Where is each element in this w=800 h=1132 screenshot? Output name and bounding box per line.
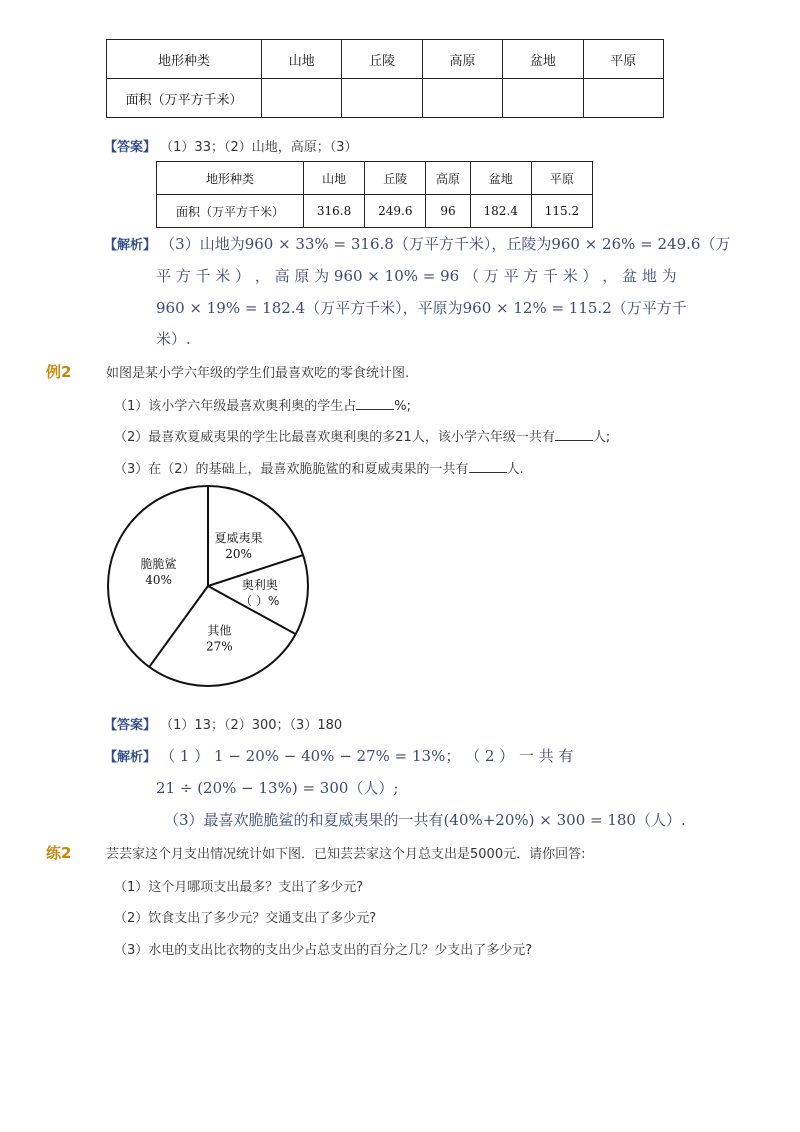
table-cell: 高原 [426, 162, 470, 195]
question-2 [114, 426, 610, 445]
table-row [107, 79, 664, 118]
answer1-text: （1）33；（2）山地，高原；（3） [160, 140, 358, 155]
table-cell: 182.4 [470, 195, 531, 228]
answer-terrain-table [156, 161, 593, 228]
analysis1-line1 [104, 233, 730, 254]
pie-slice-value: 40% [145, 572, 172, 587]
table-cell: 平原 [583, 40, 663, 79]
pie-slice-name: 夏威夷果 [214, 530, 263, 545]
table-header-row [107, 40, 664, 79]
practice-question-2: （2）饮食支出了多少元？交通支出了多少元? [114, 911, 377, 926]
table-row [157, 195, 593, 228]
analysis1-line3: 960 × 19% = 182.4（万平方千米），平原为960 × 12% = 115.2（万平方千 [156, 299, 687, 317]
question-text: 人; [592, 430, 611, 445]
table-cell [583, 79, 663, 118]
table-cell: 96 [426, 195, 470, 228]
table-cell [503, 79, 583, 118]
question-text: （3）在（2）的基础上，最喜欢脆脆鲨的和夏威夷果的一共有 [114, 462, 469, 477]
analysis1-text: （3）山地为960 × 33% = 316.8（万平方千米），丘陵为960 × 26% = 249.6（万 [160, 235, 731, 253]
pie-slice-value: 27% [206, 639, 233, 654]
answer1-line [104, 136, 358, 155]
pie-slice-name: 奥利奥 [241, 577, 278, 592]
table-cell: 山地 [262, 40, 342, 79]
answer-blank [356, 397, 394, 410]
answer-label: 【答案】 [104, 140, 157, 155]
answer2-text: （1）13；（2）300；（3）180 [160, 718, 343, 733]
table-cell: 盆地 [470, 162, 531, 195]
table-cell [342, 79, 422, 118]
question-text: 人. [506, 462, 524, 477]
terrain-table [106, 39, 664, 118]
table-cell: 地形种类 [157, 162, 304, 195]
table-cell: 115.2 [531, 195, 592, 228]
pie-slices [108, 486, 308, 686]
table-cell: 丘陵 [365, 162, 426, 195]
analysis1-line2: 平 方 千 米 ） ， 高 原 为 960 × 10% = 96 （ 万 平 方 千 米 ） ， 盆 地 为 [156, 267, 677, 285]
table-cell: 316.8 [304, 195, 365, 228]
analysis-label: 【解析】 [104, 238, 157, 253]
table-cell: 249.6 [365, 195, 426, 228]
analysis-label: 【解析】 [104, 750, 157, 765]
snack-pie-chart [100, 478, 320, 698]
analysis2-line2: 21 ÷ (20% − 13%) = 300（人）; [156, 779, 399, 797]
question-3 [114, 458, 524, 477]
question-text: %; [394, 399, 412, 414]
analysis2-line3: （3）最喜欢脆脆鲨的和夏威夷果的一共有(40%+20%) × 300 = 180（人）. [164, 811, 686, 829]
table-cell [422, 79, 502, 118]
question-text: （1）该小学六年级最喜欢奥利奥的学生占 [114, 399, 357, 414]
example-title: 如图是某小学六年级的学生们最喜欢吃的零食统计图. [106, 366, 410, 381]
answer-blank [469, 460, 507, 473]
pie-slice-value: （ ）% [240, 593, 280, 608]
question-text: （2）最喜欢夏威夷果的学生比最喜欢奥利奥的多21人，该小学六年级一共有 [114, 430, 555, 445]
table-cell: 山地 [304, 162, 365, 195]
table-cell: 面积（万平方千米） [157, 195, 304, 228]
pie-slice-value: 20% [225, 546, 252, 561]
answer-label: 【答案】 [104, 718, 157, 733]
analysis2-text: （ 1 ） 1 − 20% − 40% − 27% = 13%； （ 2 ） 一 共 有 [160, 747, 574, 765]
table-cell: 面积（万平方千米） [107, 79, 262, 118]
analysis2-line1 [104, 745, 573, 766]
example-tag: 例2 [46, 363, 72, 381]
answer2-line [104, 714, 342, 733]
table-cell: 丘陵 [342, 40, 422, 79]
practice-question-3: （3）水电的支出比衣物的支出少占总支出的百分之几？少支出了多少元? [114, 943, 533, 958]
practice-question-1: （1）这个月哪项支出最多？支出了多少元? [114, 880, 364, 895]
table-cell: 盆地 [503, 40, 583, 79]
pie-slice-name: 其他 [207, 623, 232, 638]
analysis1-line4: 米）. [156, 330, 191, 348]
table-cell: 平原 [531, 162, 592, 195]
table-cell: 地形种类 [107, 40, 262, 79]
table-cell: 高原 [422, 40, 502, 79]
pie-slice-name: 脆脆鲨 [140, 556, 177, 571]
practice-tag: 练2 [46, 844, 72, 862]
practice-title: 芸芸家这个月支出情况统计如下图．已知芸芸家这个月总支出是5000元．请你回答: [106, 847, 586, 862]
question-1 [114, 395, 411, 414]
table-header-row [157, 162, 593, 195]
table-cell [262, 79, 342, 118]
answer-blank [555, 428, 593, 441]
